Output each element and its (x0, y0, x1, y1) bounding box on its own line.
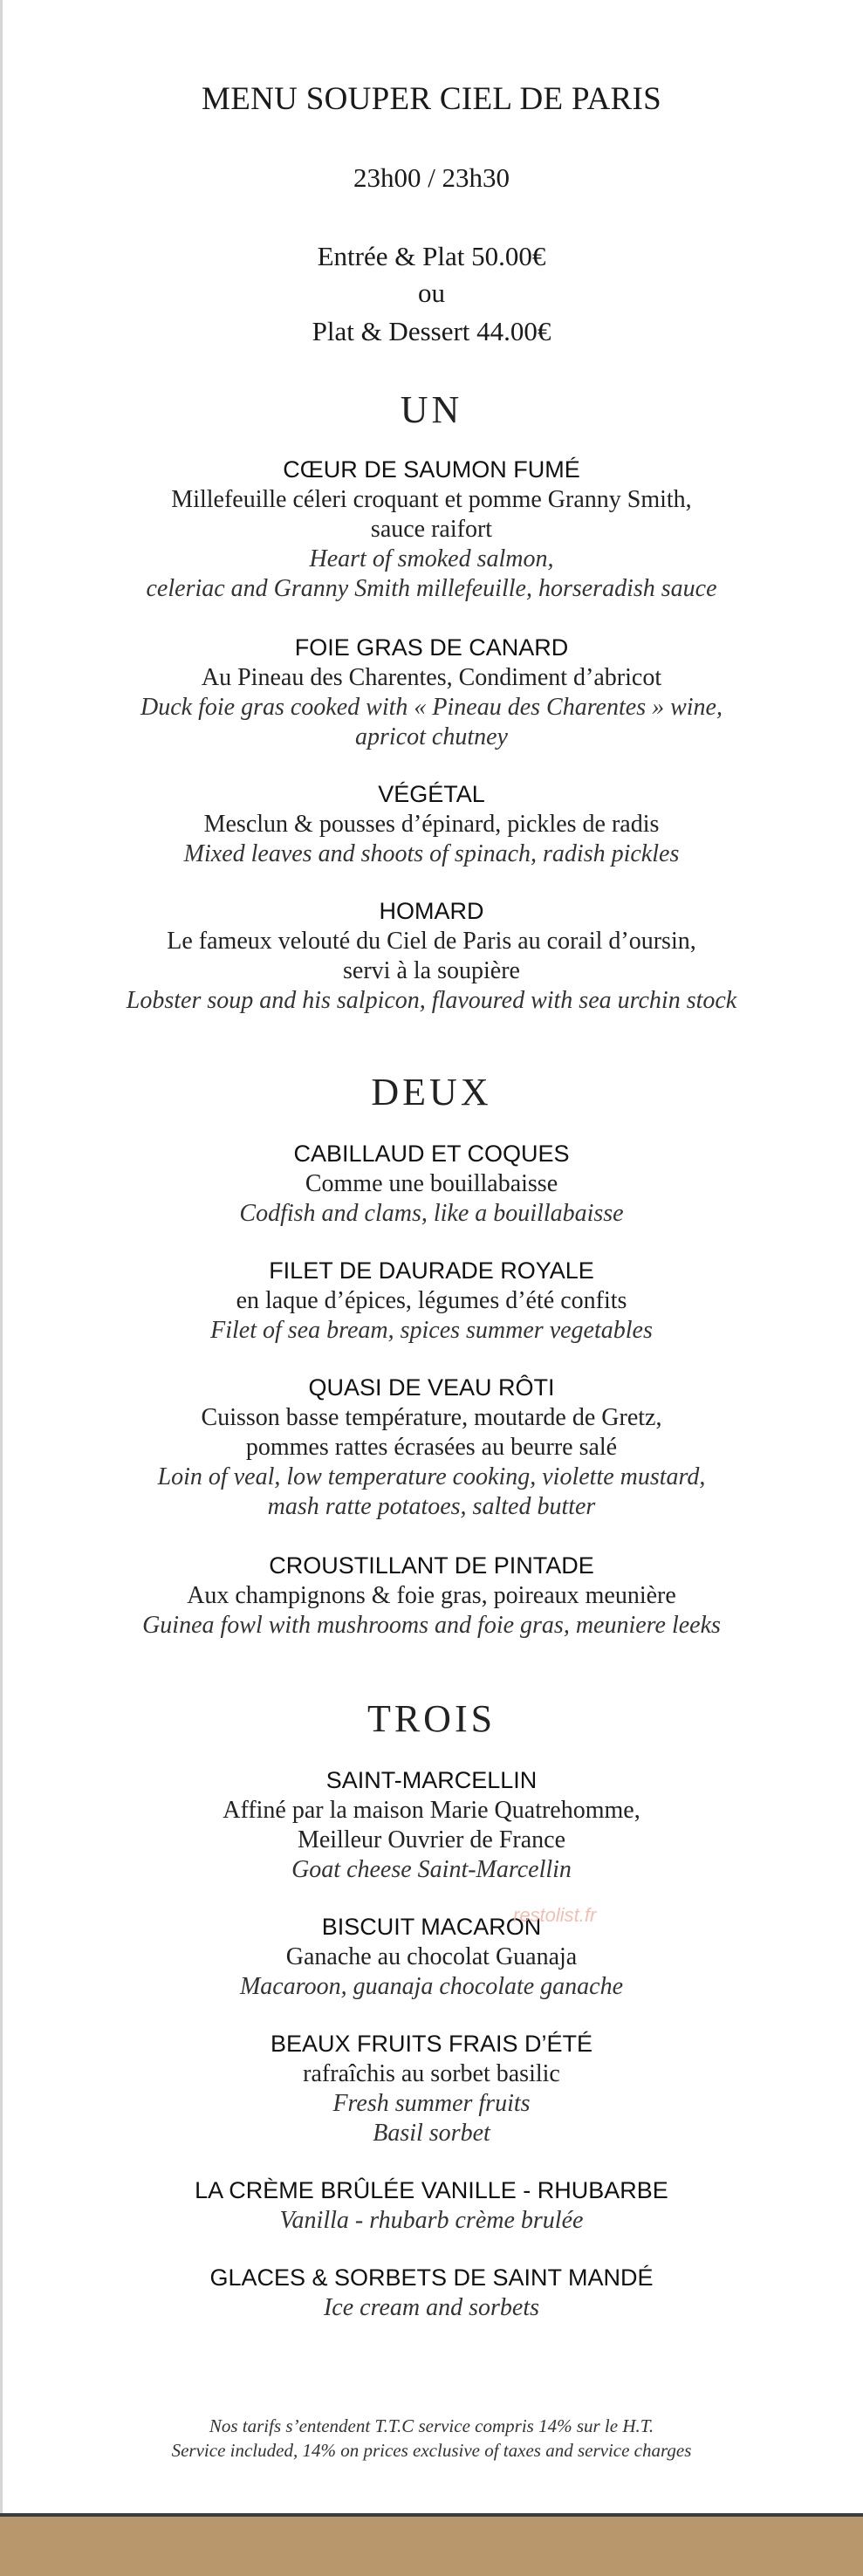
dish-description-fr: Cuisson basse température, moutarde de Gretz, (201, 1404, 662, 1431)
dish-vegetal (0, 778, 863, 869)
dish-daurade (0, 1255, 863, 1346)
price-option-2: Plat & Dessert 44.00€ (312, 316, 551, 346)
dish-description-fr: Aux champignons & foie gras, poireaux meunière (187, 1582, 676, 1609)
dish-name: SAINT-MARCELLIN (325, 1767, 538, 1793)
section-heading-un: UN (400, 388, 463, 431)
footer-line-en: Service included, 14% on prices exclusive of taxes and service charges (171, 2440, 692, 2461)
dish-description-en: Mixed leaves and shoots of spinach, radish pickles (183, 840, 680, 867)
bottom-decorative-bar (0, 2513, 863, 2576)
footer-line-fr: Nos tarifs s’entendent T.T.C service compris 14% sur le H.T. (209, 2415, 654, 2436)
dish-homard (0, 895, 863, 1016)
dish-name: FOIE GRAS DE CANARD (294, 634, 569, 661)
dish-description-en: Lobster soup and his salpicon, flavoured with sea urchin stock (126, 987, 737, 1014)
dish-description-en: Macaroon, guanaja chocolate ganache (239, 1973, 624, 2000)
dish-description-en: Guinea fowl with mushrooms and foie gras, meuniere leeks (142, 1612, 721, 1639)
dish-description-fr: Meilleur Ouvrier de France (297, 1826, 566, 1853)
dish-description-en: Codfish and clams, like a bouillabaisse (239, 1200, 624, 1227)
dish-biscuit-macaron (0, 1911, 863, 2002)
dish-description-fr: Au Pineau des Charentes, Condiment d’abricot (201, 664, 662, 691)
price-option-1: Entrée & Plat 50.00€ (317, 241, 546, 271)
dish-description-en: Duck foie gras cooked with « Pineau des Charentes » wine, (140, 694, 723, 721)
dish-glaces-sorbets (0, 2262, 863, 2323)
dish-fruits-frais (0, 2028, 863, 2148)
dish-description-en: Filet of sea bream, spices summer vegetables (210, 1317, 653, 1344)
dish-description-en: apricot chutney (355, 723, 508, 750)
dish-name: CABILLAUD ET COQUES (293, 1141, 570, 1167)
dish-description-en: Fresh summer fruits (332, 2090, 531, 2117)
dish-saint-marcellin (0, 1764, 863, 1885)
dish-pintade (0, 1550, 863, 1641)
dish-description-fr: rafraîchis au sorbet basilic (303, 2060, 560, 2087)
dish-description-fr: Mesclun & pousses d’épinard, pickles de radis (203, 811, 660, 838)
dish-description-fr: sauce raifort (370, 516, 493, 543)
price-or: ou (418, 277, 445, 308)
dish-description-en: celeriac and Granny Smith millefeuille, horseradish sauce (146, 575, 717, 602)
dish-name: QUASI DE VEAU RÔTI (308, 1374, 555, 1401)
dish-name: BISCUIT MACARON (321, 1914, 542, 1940)
dish-creme-brulee (0, 2175, 863, 2236)
section-heading-deux: DEUX (371, 1071, 492, 1113)
dish-name: BEAUX FRUITS FRAIS D’ÉTÉ (270, 2031, 593, 2057)
section-heading-trois: TROIS (366, 1697, 497, 1740)
dish-description-fr: Millefeuille céleri croquant et pomme Granny Smith, (171, 486, 692, 513)
dish-description-en: mash ratte potatoes, salted butter (267, 1493, 596, 1520)
dish-quasi-de-veau (0, 1372, 863, 1522)
footer-notice (0, 2414, 863, 2463)
dish-description-fr: servi à la soupière (343, 957, 520, 984)
dish-description-fr: Comme une bouillabaisse (305, 1170, 558, 1197)
menu-title: MENU SOUPER CIEL DE PARIS (202, 81, 661, 117)
dish-cabillaud (0, 1138, 863, 1229)
dish-description-en: Goat cheese Saint-Marcellin (291, 1856, 572, 1883)
dish-description-fr: Ganache au chocolat Guanaja (285, 1943, 578, 1970)
dish-foie-gras (0, 632, 863, 752)
dish-description-en: Heart of smoked salmon, (309, 545, 554, 572)
dish-name: FILET DE DAURADE ROYALE (269, 1257, 594, 1284)
dish-description-fr: Le fameux velouté du Ciel de Paris au corail d’oursin, (167, 928, 696, 955)
dish-name: LA CRÈME BRÛLÉE VANILLE - RHUBARBE (195, 2177, 668, 2203)
dish-description-en: Basil sorbet (373, 2120, 490, 2147)
dish-coeur-de-saumon (0, 454, 863, 604)
service-hours: 23h00 / 23h30 (353, 162, 510, 193)
watermark: restolist.fr (513, 1904, 597, 1926)
dish-name: CROUSTILLANT DE PINTADE (269, 1552, 594, 1579)
dish-name: VÉGÉTAL (378, 781, 485, 807)
dish-name: CŒUR DE SAUMON FUMÉ (283, 456, 580, 483)
dish-description-fr: Affiné par la maison Marie Quatrehomme, (223, 1797, 640, 1824)
dish-description-en: Vanilla - rhubarb crème brulée (279, 2207, 584, 2234)
dish-description-en: Loin of veal, low temperature cooking, violette mustard, (157, 1463, 706, 1490)
dish-name: HOMARD (379, 898, 484, 924)
dish-description-fr: en laque d’épices, légumes d’été confits (236, 1287, 627, 1314)
dish-description-en: Ice cream and sorbets (323, 2294, 539, 2321)
dish-description-fr: pommes rattes écrasées au beurre salé (245, 1434, 618, 1461)
dish-name: GLACES & SORBETS DE SAINT MANDÉ (209, 2264, 654, 2291)
